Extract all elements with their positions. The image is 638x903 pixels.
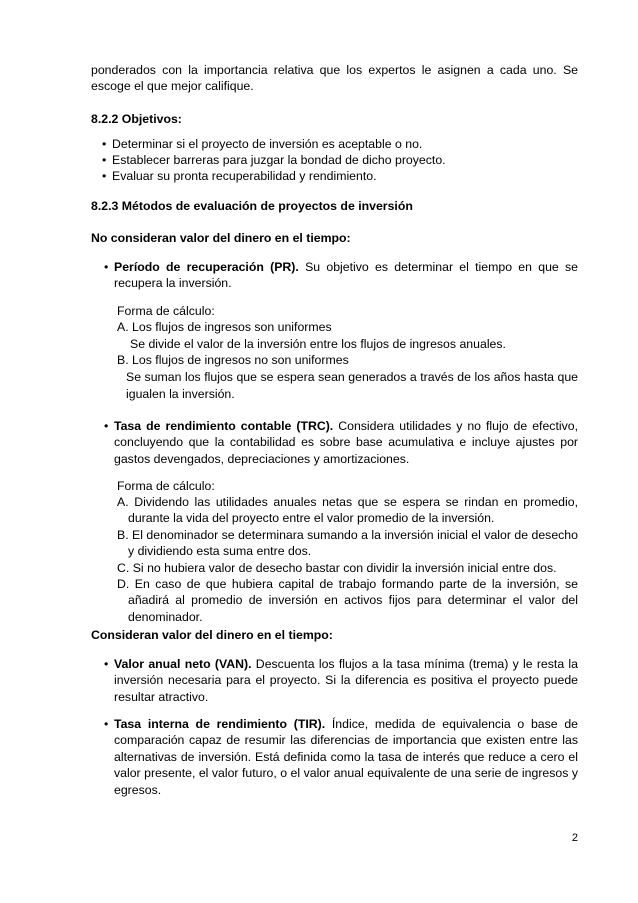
bullet-icon: • <box>102 137 107 151</box>
method-trc: • Tasa de rendimiento contable (TRC). Considera utilidades y no flujo de efectivo, concluyendo que la contabilidad es sobre base acumulativa e incluye ajustes por gastos devengados, depreciaciones y amortizaciones. <box>104 419 579 466</box>
list-item: • Evaluar su pronta recuperabilidad y rendimiento. <box>102 169 377 183</box>
trc-option-c: C. Si no hubiera valor de desecho bastar con dividir la inversión inicial entre dos. <box>117 561 557 575</box>
method-pr: • Período de recuperación (PR). Su objetivo es determinar el tiempo en que se recupera la inversión. <box>104 260 578 291</box>
trc-option-b: B. El denominador se determinara sumando a la inversión inicial el valor de desecho y dividiendo esta suma entre dos. <box>117 528 578 559</box>
intro-paragraph: ponderados con la importancia relativa que los expertos le asignen a cada uno. Se escoge el que mejor califique. <box>91 63 578 94</box>
method-van: • Valor anual neto (VAN). Descuenta los flujos a la tasa mínima (trema) y le resta la inversión necesaria para el proyecto. Si la diferencia es positiva el proyecto puede resultar atractivo. <box>104 657 578 704</box>
heading-metodos: 8.2.3 Métodos de evaluación de proyectos de inversión <box>91 199 413 213</box>
trc-forma-label: Forma de cálculo: <box>117 479 215 493</box>
method-tir: • Tasa interna de rendimiento (TIR). Índice, medida de equivalencia o base de comparación capaz de resumir las diferencias de importancia que existen entre las alternativas de inversión. Está definida como la tasa de interés que reduce a cero el valor presente, el valor futuro, o el valor anual equivalente de una serie de ingresos y egresos. <box>104 717 579 797</box>
list-item: • Establecer barreras para juzgar la bondad de dicho proyecto. <box>102 153 446 167</box>
bullet-icon: • <box>102 169 107 183</box>
list-item: • Determinar si el proyecto de inversión es aceptable o no. <box>102 137 423 151</box>
bullet-icon: • <box>104 717 109 731</box>
pr-forma-label: Forma de cálculo: <box>117 304 215 318</box>
pr-option-b-detail: Se suman los flujos que se espera sean generados a través de los años hasta que igualen la inversión. <box>126 370 578 401</box>
bullet-icon: • <box>104 260 109 274</box>
trc-option-a: A. Dividendo las utilidades anuales netas que se espera se rindan en promedio, durante la vida del proyecto entre el valor promedio de la inversión. <box>117 495 578 526</box>
pr-option-b: B. Los flujos de ingresos no son uniformes <box>117 353 349 367</box>
heading-no-consideran: No consideran valor del dinero en el tiempo: <box>91 231 351 245</box>
bullet-icon: • <box>104 657 109 671</box>
pr-option-a-detail: Se divide el valor de la inversión entre los flujos de ingresos anuales. <box>130 337 506 351</box>
page-number: 2 <box>571 832 578 844</box>
trc-option-d: D. En caso de que hubiera capital de trabajo formando parte de la inversión, se añadirá al promedio de inversión en activos fijos para determinar el valor del denominador. <box>117 577 578 624</box>
pr-option-a: A. Los flujos de ingresos son uniformes <box>117 320 332 334</box>
bullet-icon: • <box>104 419 109 433</box>
heading-objetivos: 8.2.2 Objetivos: <box>91 112 182 126</box>
bullet-icon: • <box>102 153 107 167</box>
heading-consideran: Consideran valor del dinero en el tiempo: <box>91 628 333 642</box>
